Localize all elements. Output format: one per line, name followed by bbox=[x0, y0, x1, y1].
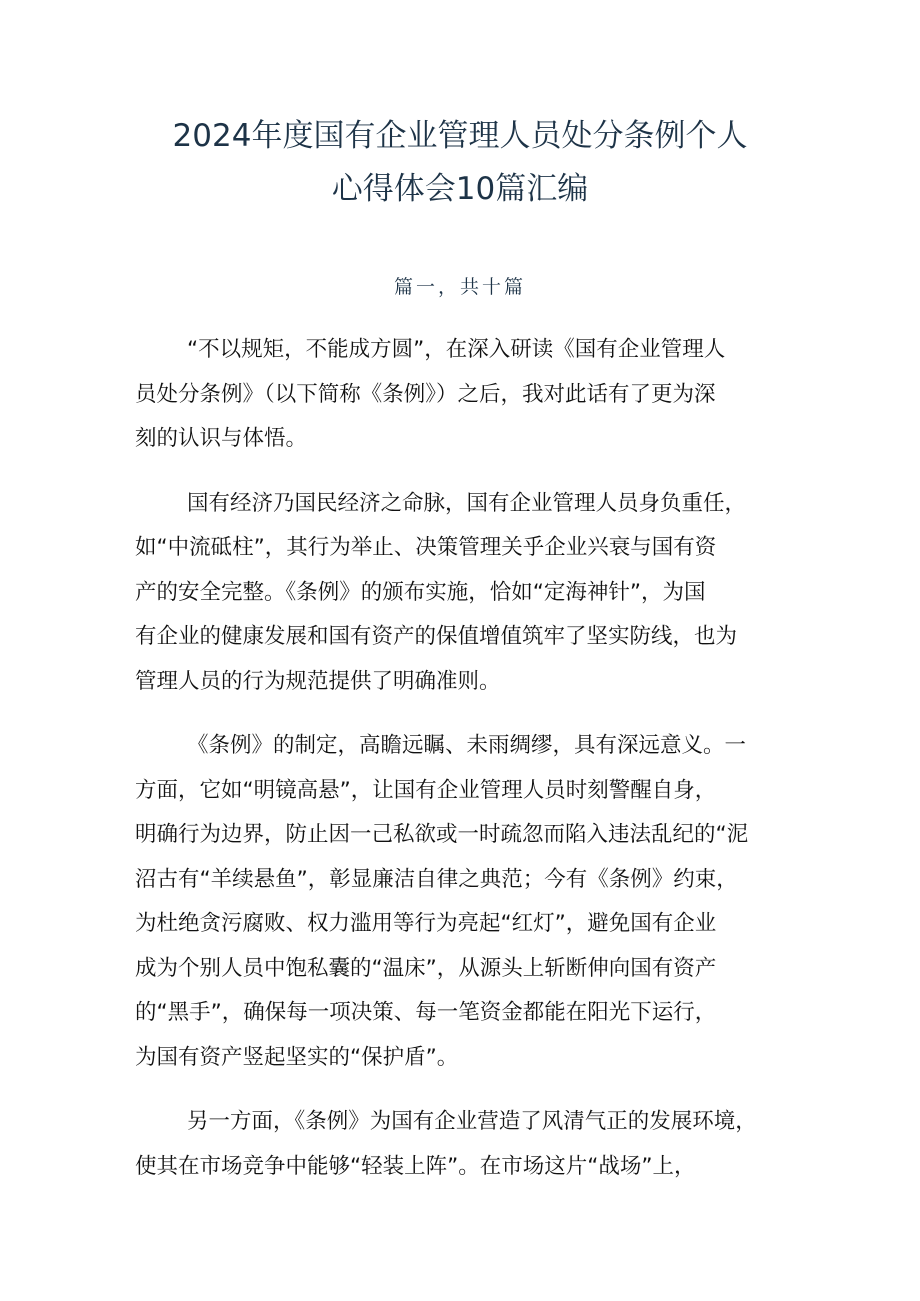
paragraph-line: 成为个别人员中饱私囊的“温床”，从源头上斩断伸向国有资产 bbox=[135, 955, 717, 981]
title-line-2: 心得体会10篇汇编 bbox=[331, 171, 589, 207]
paragraph-line: 的“黑手”，确保每一项决策、每一笔资金都能在阳光下运行， bbox=[135, 1000, 717, 1025]
paragraph-line: 《条例》的制定，高瞻远瞩、未雨绸缪，具有深远意义。一 bbox=[187, 733, 747, 758]
section-heading: 篇一，共十篇 bbox=[393, 276, 526, 298]
paragraph-line: 方面，它如“明镜高悬”，让国有企业管理人员时刻警醒自身， bbox=[135, 777, 717, 803]
paragraph-line: 国有经济乃国民经济之命脉，国有企业管理人员身负重任， bbox=[187, 490, 747, 516]
paragraph-line: 有企业的健康发展和国有资产的保值增值筑牢了坚实防线，也为 bbox=[135, 624, 738, 649]
paragraph-line: 管理人员的行为规范提供了明确准则。 bbox=[135, 668, 501, 694]
body-text bbox=[135, 328, 795, 1209]
paragraph-line: 另一方面，《条例》为国有企业营造了风清气正的发展环境， bbox=[187, 1109, 757, 1134]
paragraph-line: 员处分条例》（以下简称《条例》）之后，我对此话有了更为深 bbox=[135, 381, 716, 407]
paragraph-line: 为杜绝贪污腐败、权力滥用等行为亮起“红灯”，避免国有企业 bbox=[135, 911, 717, 936]
paragraph-line: 沼古有“羊续悬鱼”，彰显廉洁自律之典范；今有《条例》约束， bbox=[135, 866, 738, 892]
paragraph-2 bbox=[135, 482, 795, 705]
paragraph-line: 刻的认识与体悟。 bbox=[135, 426, 308, 451]
paragraph-line: 产的安全完整。《条例》的颁布实施，恰如“定海神针”，为国 bbox=[135, 579, 706, 605]
paragraph-line: “不以规矩，不能成方圆”，在深入研读《国有企业管理人 bbox=[187, 337, 726, 362]
paragraph-line: 使其在市场竞争中能够“轻装上阵”。在市场这片“战场”上， bbox=[135, 1153, 696, 1179]
paragraph-1 bbox=[135, 328, 795, 462]
title-line-1: 2024年度国有企业管理人员处分条例个人 bbox=[172, 118, 748, 154]
paragraph-line: 明确行为边界，防止因一己私欲或一时疏忽而陷入违法乱纪的“泥 bbox=[135, 822, 749, 847]
document-title bbox=[100, 110, 820, 216]
paragraph-line: 为国有资产竖起坚实的“保护盾”。 bbox=[135, 1044, 459, 1070]
paragraph-line: 如“中流砥柱”，其行为举止、决策管理关乎企业兴衰与国有资 bbox=[135, 535, 717, 560]
paragraph-3 bbox=[135, 724, 795, 1080]
paragraph-4 bbox=[135, 1100, 795, 1189]
